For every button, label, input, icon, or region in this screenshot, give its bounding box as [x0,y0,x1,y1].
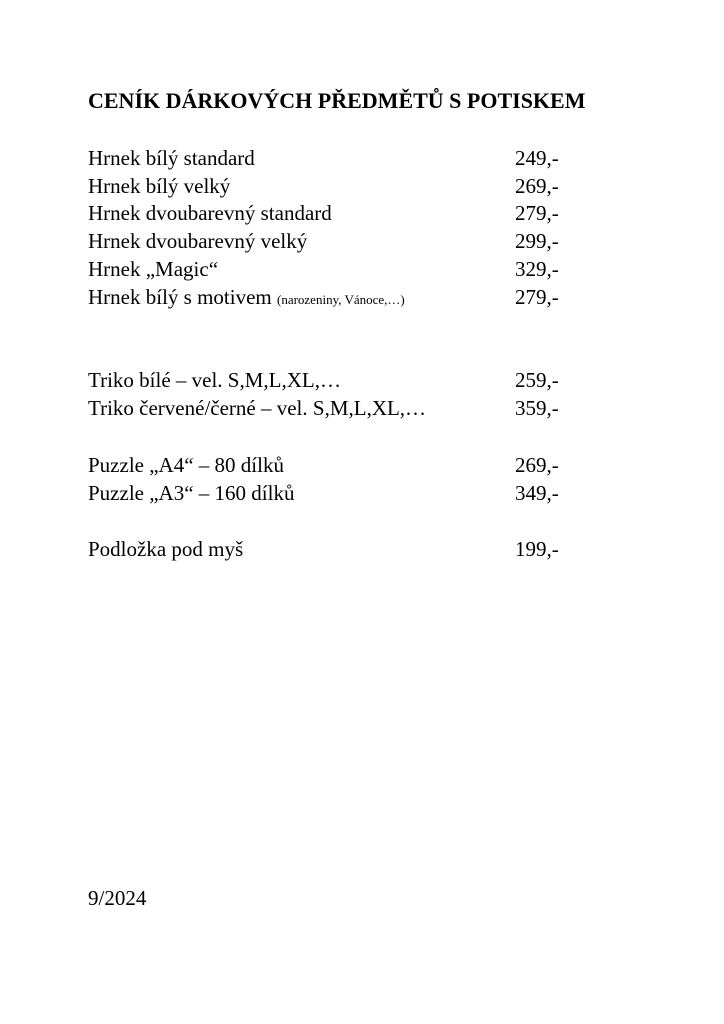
price-list-title: CENÍK DÁRKOVÝCH PŘEDMĚTŮ S POTISKEM [88,88,586,113]
item-name: Hrnek bílý velký [88,174,231,198]
item-note: (narozeniny, Vánoce,…) [276,292,405,307]
price-row-mug-white-large [88,172,568,200]
item-name: Puzzle „A4“ – 80 dílků [88,453,284,477]
item-price: 199,- [515,537,559,561]
price-row-mug-magic [88,255,568,283]
item-price: 279,- [515,201,559,225]
item-name: Puzzle „A3“ – 160 dílků [88,481,295,505]
item-name-wrapper [88,283,405,314]
item-name: Hrnek dvoubarevný velký [88,229,308,253]
price-row-mug-white-standard [88,144,568,172]
item-name: Hrnek „Magic“ [88,257,219,281]
item-name: Hrnek dvoubarevný standard [88,201,332,225]
price-row-mug-white-motif [88,283,568,311]
item-price: 279,- [515,285,559,309]
price-row-mug-twocolor-large [88,227,568,255]
item-price: 359,- [515,396,559,420]
item-name: Triko bílé – vel. S,M,L,XL,… [88,368,341,392]
item-price: 259,- [515,368,559,392]
item-name: Triko červené/černé – vel. S,M,L,XL,… [88,396,427,420]
item-name: Hrnek bílý s motivem [88,285,272,309]
price-row-puzzle-a3 [88,479,568,507]
price-row-tshirt-white [88,366,568,394]
document-date: 9/2024 [88,886,147,910]
item-price: 299,- [515,229,559,253]
item-name: Hrnek bílý standard [88,146,255,170]
item-price: 349,- [515,481,559,505]
item-name: Podložka pod myš [88,537,244,561]
item-price: 269,- [515,453,559,477]
price-row-puzzle-a4 [88,451,568,479]
item-price: 249,- [515,146,559,170]
price-row-mousepad [88,535,568,563]
item-price: 329,- [515,257,559,281]
item-price: 269,- [515,174,559,198]
price-row-mug-twocolor-standard [88,199,568,227]
price-row-tshirt-red-black [88,394,568,422]
